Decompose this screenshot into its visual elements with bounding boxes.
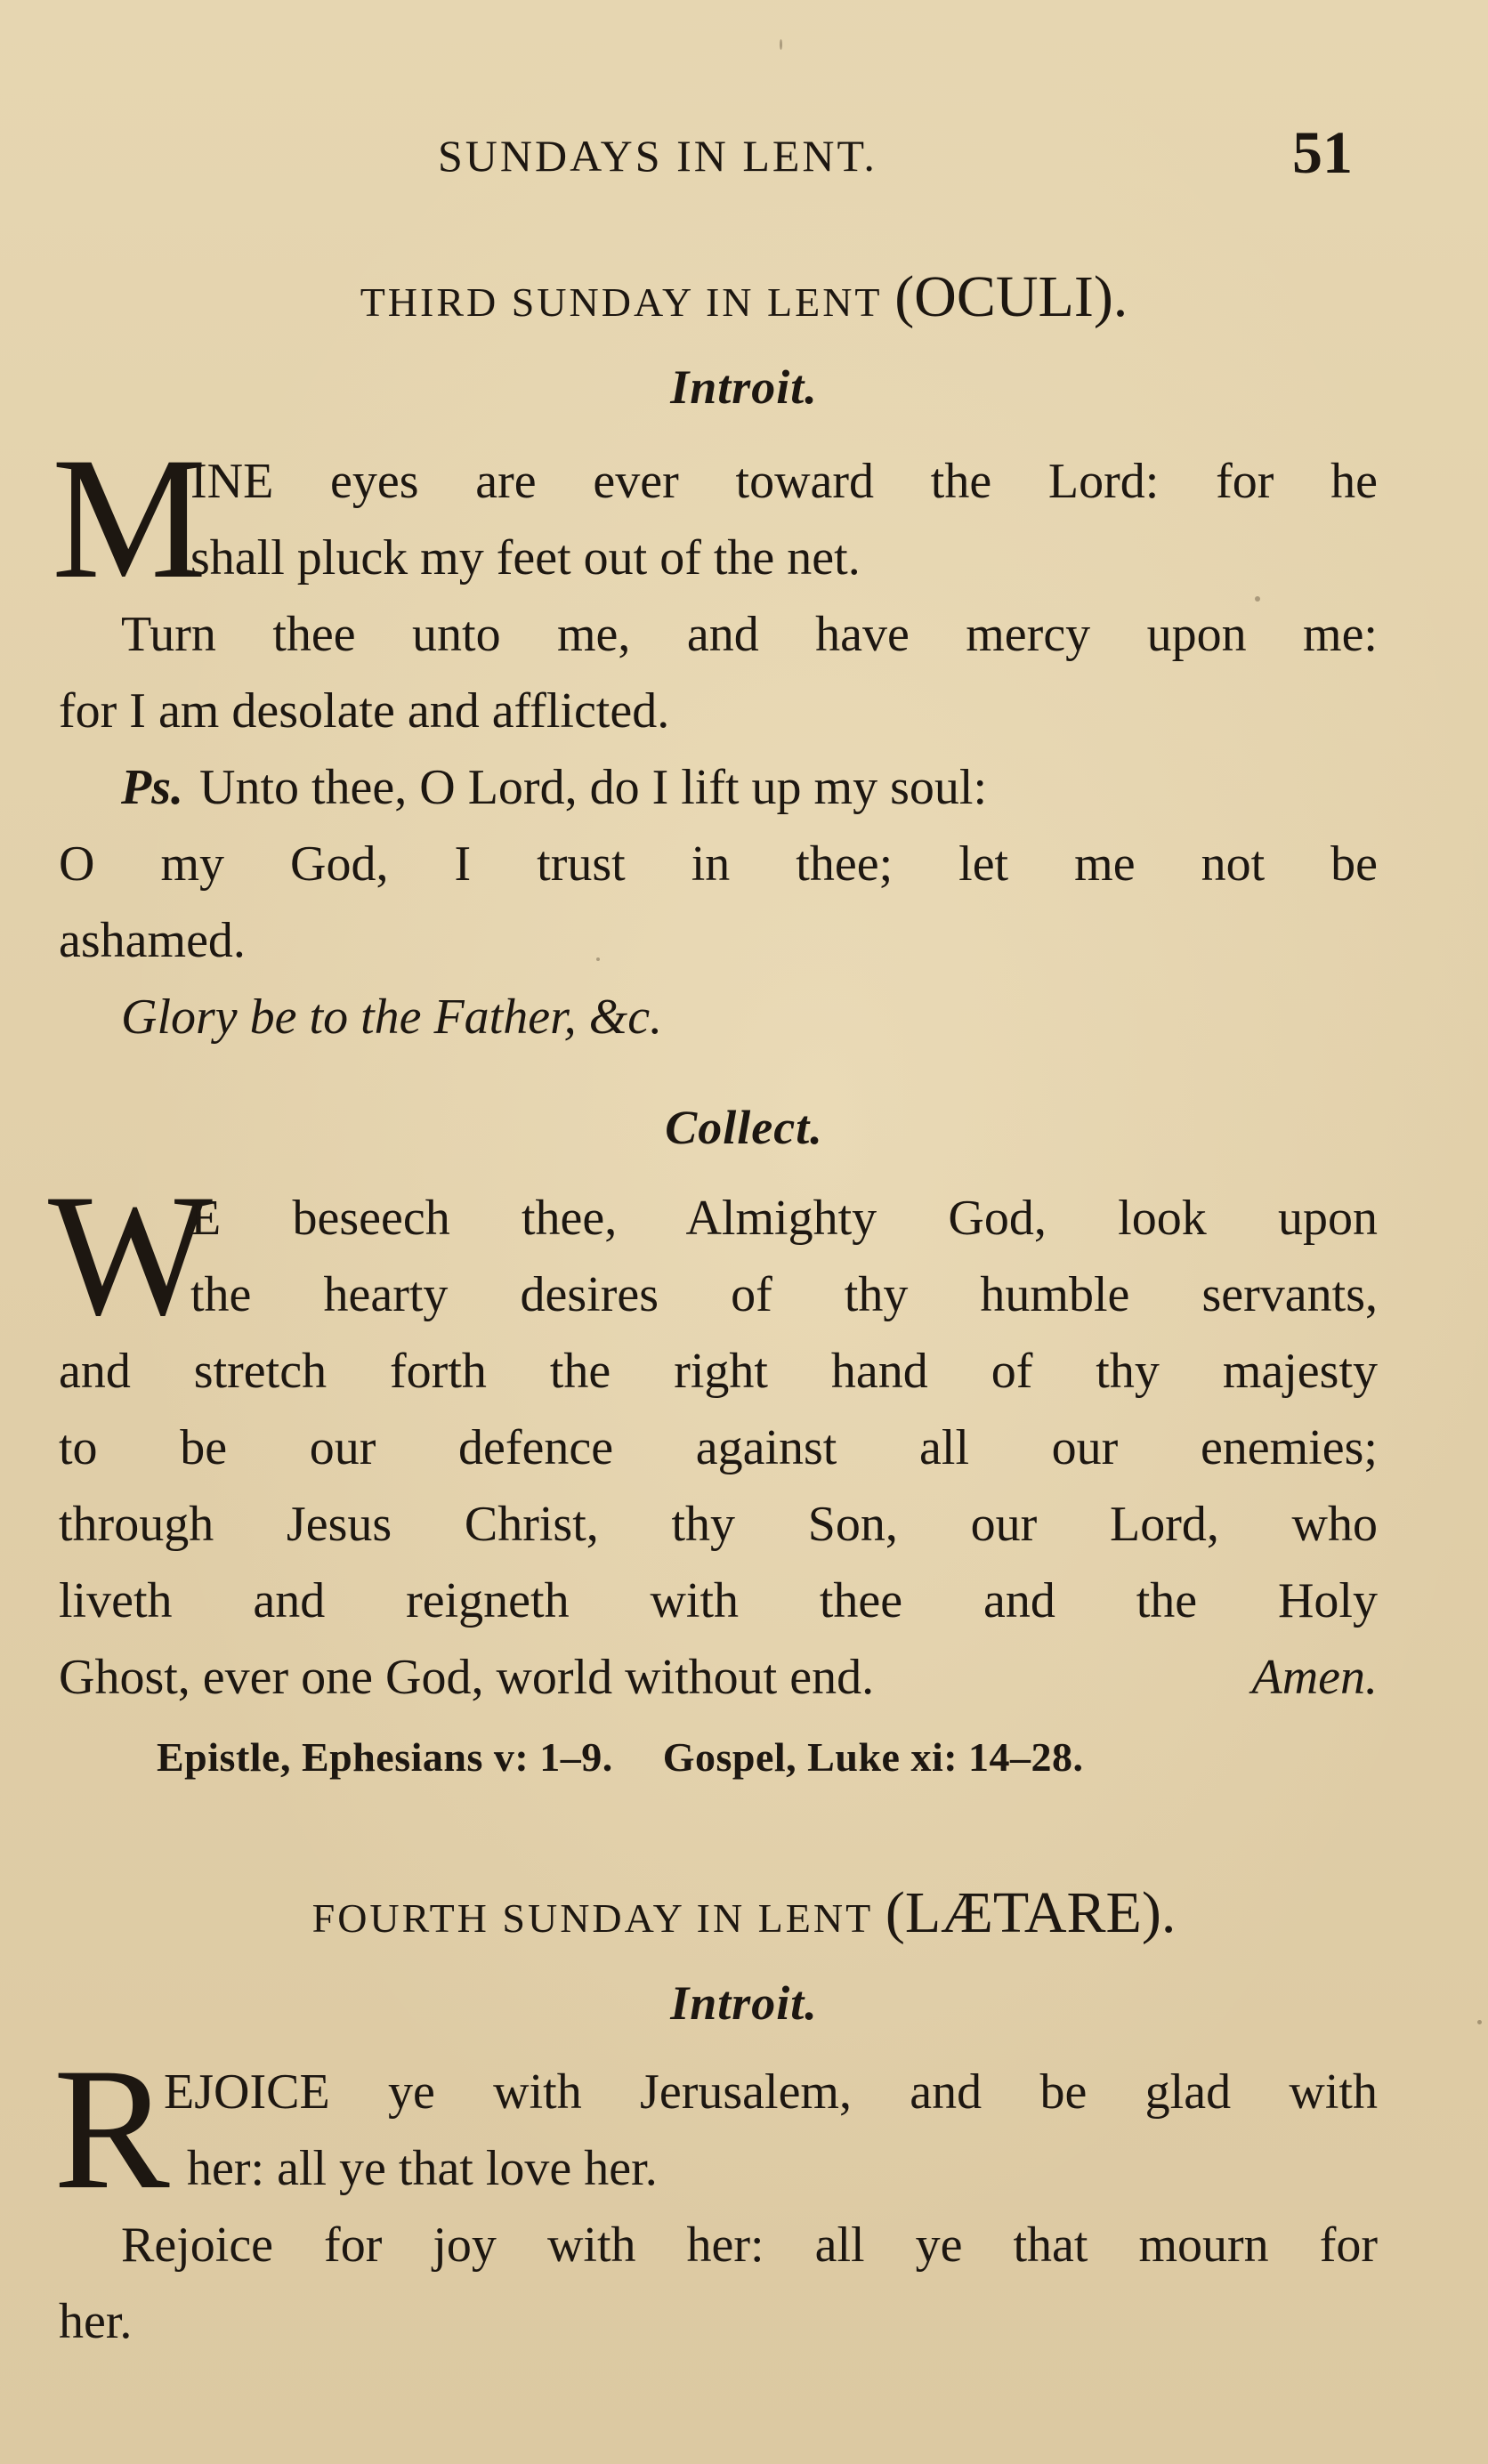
paper-speck xyxy=(1477,2020,1482,2024)
collect-line-7: Ghost, ever one God, world without end. xyxy=(59,1650,875,1705)
dropcap-m: M xyxy=(52,422,207,615)
introit-third-line-2: shall pluck my feet out of the net. xyxy=(190,530,861,586)
collect-line-1: E beseech thee, Almighty God, look upon xyxy=(190,1191,1378,1246)
paper-speck xyxy=(596,957,600,961)
page-number: 51 xyxy=(1292,118,1353,186)
introit-third-psalm-line xyxy=(121,749,1378,826)
gloria-patri: Glory be to the Father, &c. xyxy=(121,990,663,1045)
introit-label-third: Introit. xyxy=(670,360,818,414)
collect-line-5: through Jesus Christ, thy Son, our Lord, who xyxy=(59,1497,1378,1552)
lessons-reference xyxy=(157,1733,1084,1781)
collect-line-4: to be our defence against all our enemies; xyxy=(59,1420,1378,1475)
fourth-sunday-heading-text: FOURTH SUNDAY IN LENT xyxy=(311,1895,873,1941)
third-sunday-heading-text: THIRD SUNDAY IN LENT xyxy=(360,279,882,325)
third-sunday-heading xyxy=(0,263,1488,331)
introit-fourth-line-1: EJOICE ye with Jerusalem, and be glad with xyxy=(164,2064,1378,2120)
running-head xyxy=(0,117,1488,198)
dropcap-w: W xyxy=(48,1159,213,1352)
collect-label: Collect. xyxy=(665,1101,823,1154)
fourth-sunday-heading xyxy=(0,1879,1488,1947)
paper-speck xyxy=(780,39,782,50)
dropcap-r: R xyxy=(53,2032,170,2226)
introit-third-line-6: O my God, I trust in thee; let me not be xyxy=(59,836,1378,892)
introit-third-line-7: ashamed. xyxy=(59,913,246,968)
collect-line-6: liveth and reigneth with thee and the Holy xyxy=(59,1573,1378,1628)
gospel-reference: Gospel, Luke xi: 14–28. xyxy=(662,1734,1084,1780)
introit-fourth-line-2: her: all ye that love her. xyxy=(187,2141,658,2196)
fourth-sunday-heading-paren: (LÆTARE). xyxy=(885,1880,1177,1945)
collect-line-2: the hearty desires of thy humble servants, xyxy=(190,1267,1378,1322)
introit-third-line-4: for I am desolate and afflicted. xyxy=(59,683,670,739)
collect-line-7-row xyxy=(59,1639,1378,1716)
introit-label-fourth: Introit. xyxy=(670,1976,818,2030)
paper-speck xyxy=(1255,596,1260,602)
introit-fourth-line-4: her. xyxy=(59,2294,133,2349)
introit-third-line-3: Turn thee unto me, and have mercy upon me: xyxy=(121,607,1378,662)
introit-third-line-5: Unto thee, O Lord, do I lift up my soul: xyxy=(199,760,988,815)
epistle-reference: Epistle, Ephesians v: 1–9. xyxy=(157,1734,613,1780)
introit-third-line-1: INE eyes are ever toward the Lord: for he xyxy=(190,454,1378,509)
third-sunday-heading-paren: (OCULI). xyxy=(894,264,1128,329)
collect-line-3: and stretch forth the right hand of thy majesty xyxy=(59,1344,1378,1399)
introit-fourth-line-3: Rejoice for joy with her: all ye that mourn for xyxy=(121,2218,1378,2273)
amen: Amen. xyxy=(1251,1650,1378,1705)
psalm-label: Ps. xyxy=(121,760,183,815)
running-title: SUNDAYS IN LENT. xyxy=(438,131,877,181)
